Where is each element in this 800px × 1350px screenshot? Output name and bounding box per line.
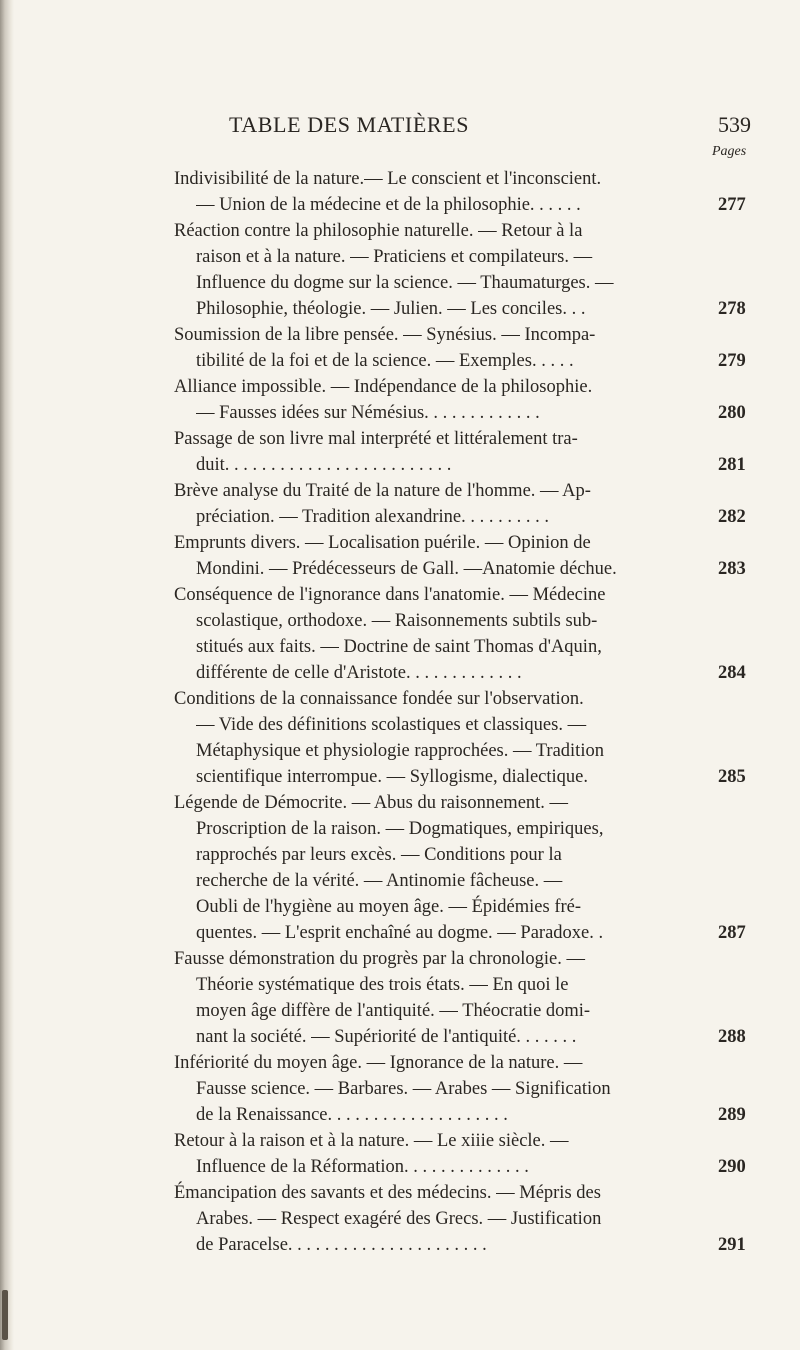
toc-entry-continuation: de Paracelse. . . . . . . . . . . . . . . . . . . . . . (196, 1235, 487, 1255)
toc-entry-continuation: de la Renaissance. . . . . . . . . . . . . . . . . . . . (196, 1105, 508, 1125)
toc-entry-continuation: Arabes. — Respect exagéré des Grecs. — Justification (196, 1209, 602, 1229)
toc-entry-continuation: raison et à la nature. — Praticiens et compilateurs. — (196, 247, 593, 267)
toc-entry-title: Fausse démonstration du progrès par la chronologie. — (174, 949, 586, 969)
toc-entry-continuation: nant la société. — Supériorité de l'antiquité. . . . . . . (196, 1027, 577, 1047)
toc-entry-page: 289 (718, 1105, 746, 1125)
toc-entry-page: 285 (718, 767, 746, 787)
toc-entry-continuation: Proscription de la raison. — Dogmatiques, empiriques, (196, 819, 604, 839)
toc-entry-continuation: Philosophie, théologie. — Julien. — Les conciles. . . (196, 299, 586, 319)
toc-entry-continuation: Métaphysique et physiologie rapprochées. — Tradition (196, 741, 604, 761)
toc-entry-page: 279 (718, 351, 746, 371)
toc-entry-title: Conséquence de l'ignorance dans l'anatomie. — Médecine (174, 585, 606, 605)
toc-entry-continuation: recherche de la vérité. — Antinomie fâcheuse. — (196, 871, 563, 891)
toc-entry-continuation: Influence de la Réformation. . . . . . . . . . . . . . (196, 1157, 529, 1177)
toc-entry-page: 283 (718, 559, 746, 579)
toc-entry-continuation: préciation. — Tradition alexandrine. . . . . . . . . . (196, 507, 549, 527)
pages-column-label: Pages (712, 144, 747, 159)
toc-entry-continuation: scientifique interrompue. — Syllogisme, dialectique. (196, 767, 589, 787)
toc-entry-page: 287 (718, 923, 746, 943)
toc-entry-page: 282 (718, 507, 746, 527)
toc-entry-continuation: Influence du dogme sur la science. — Thaumaturges. — (196, 273, 614, 293)
toc-entry-page: 284 (718, 663, 746, 683)
toc-entry-continuation: Fausse science. — Barbares. — Arabes — Signification (196, 1079, 611, 1099)
toc-entry-continuation: différente de celle d'Aristote. . . . . . . . . . . . . (196, 663, 522, 683)
toc-entry-continuation: — Vide des définitions scolastiques et classiques. — (196, 715, 587, 735)
toc-entry-continuation: duit. . . . . . . . . . . . . . . . . . . . . . . . . (196, 455, 452, 475)
page-header (0, 112, 800, 142)
toc-entry-title: Indivisibilité de la nature.— Le conscient et l'inconscient. (174, 169, 602, 189)
toc-entry-title: Légende de Démocrite. — Abus du raisonnement. — (174, 793, 569, 813)
toc-entry-continuation: — Union de la médecine et de la philosophie. . . . . . (196, 195, 581, 215)
toc-entry-continuation: moyen âge diffère de l'antiquité. — Théocratie domi- (196, 1001, 591, 1021)
toc-entry-page: 290 (718, 1157, 746, 1177)
toc-entry-title: Émancipation des savants et des médecins. — Mépris des (174, 1183, 601, 1203)
toc-entry-title: Retour à la raison et à la nature. — Le xiiie siècle. — (174, 1131, 569, 1151)
toc-entry-page: 281 (718, 455, 746, 475)
toc-entry-page: 288 (718, 1027, 746, 1047)
toc-entry-page: 291 (718, 1235, 746, 1255)
toc-entry-title: Alliance impossible. — Indépendance de la philosophie. (174, 377, 593, 397)
toc-entry-title: Brève analyse du Traité de la nature de l'homme. — Ap- (174, 481, 591, 501)
toc-entry-title: Conditions de la connaissance fondée sur l'observation. (174, 689, 584, 709)
toc-entry-page: 280 (718, 403, 746, 423)
toc-entry-continuation: Théorie systématique des trois états. — En quoi le (196, 975, 569, 995)
book-spine-shadow (0, 0, 14, 1350)
toc-entry-title: Infériorité du moyen âge. — Ignorance de la nature. — (174, 1053, 583, 1073)
spine-mark (2, 1290, 8, 1340)
page-number: 539 (718, 112, 751, 137)
toc-entry-title: Emprunts divers. — Localisation puérile. — Opinion de (174, 533, 591, 553)
toc-entry-continuation: rapprochés par leurs excès. — Conditions pour la (196, 845, 562, 865)
toc-entry-page: 277 (718, 195, 746, 215)
toc-entry-continuation: Oubli de l'hygiène au moyen âge. — Épidémies fré- (196, 897, 582, 917)
toc-entry-title: Passage de son livre mal interprété et littéralement tra- (174, 429, 578, 449)
toc-entry-title: Soumission de la libre pensée. — Synésius. — Incompa- (174, 325, 596, 345)
toc-entry-continuation: quentes. — L'esprit enchaîné au dogme. — Paradoxe. . (196, 923, 604, 943)
toc-entry-continuation: stitués aux faits. — Doctrine de saint Thomas d'Aquin, (196, 637, 602, 657)
toc-entry-continuation: Mondini. — Prédécesseurs de Gall. —Anatomie déchue. (196, 559, 617, 579)
toc-entry-title: Réaction contre la philosophie naturelle. — Retour à la (174, 221, 583, 241)
toc-entry-page: 278 (718, 299, 746, 319)
toc-entry-continuation: tibilité de la foi et de la science. — Exemples. . . . . (196, 351, 574, 371)
toc-entry-continuation: — Fausses idées sur Némésius. . . . . . . . . . . . . (196, 403, 540, 423)
running-head: TABLE DES MATIÈRES (229, 112, 470, 137)
toc-entry-continuation: scolastique, orthodoxe. — Raisonnements subtils sub- (196, 611, 598, 631)
